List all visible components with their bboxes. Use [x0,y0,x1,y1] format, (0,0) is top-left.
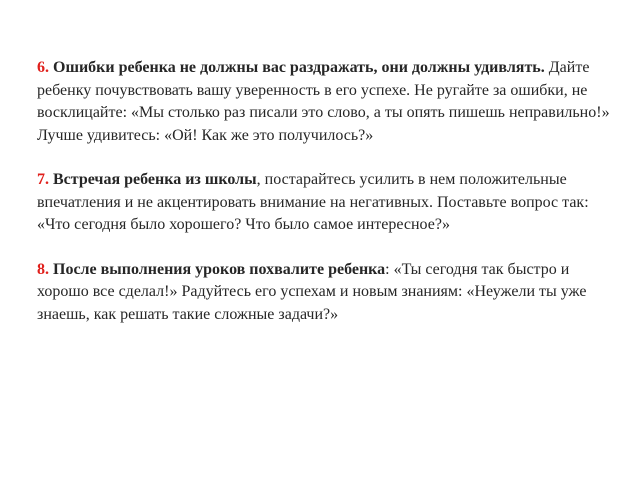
tip-number: 8. [37,260,49,278]
tip-lead: После выполнения уроков похвалите ребенка [53,260,386,278]
tip-number: 6. [37,59,49,76]
tip-body: : «Ты сегодня так быстро и хорошо все сделал!» Радуйтесь его успехам и новым знаниям: «Неужели ты уже знаешь, как решать такие сложные задачи?» [37,260,587,323]
tip-paragraph-8 [37,259,617,327]
tip-paragraph-6 [37,57,617,147]
tip-number: 7. [37,171,49,188]
tip-paragraph-7 [37,169,617,237]
tip-lead: Ошибки ребенка не должны вас раздражать, они должны удивлять. [53,59,545,76]
slide-content [37,57,617,348]
tip-body: Дайте ребенку почувствовать вашу уверенность в его успехе. Не ругайте за ошибки, не восклицайте: «Мы столько раз писали это слово, а ты опять пишешь неправильно!» Лучше удивитесь: «Ой! Как же это получилось?» [37,59,610,144]
tip-lead: Встречая ребенка из школы [53,171,257,188]
tip-body: , постарайтесь усилить в нем положительные впечатления и не акцентировать внимание на негативных. Поставьте вопрос так: «Что сегодня было хорошего? Что было самое интересное?» [37,171,589,233]
